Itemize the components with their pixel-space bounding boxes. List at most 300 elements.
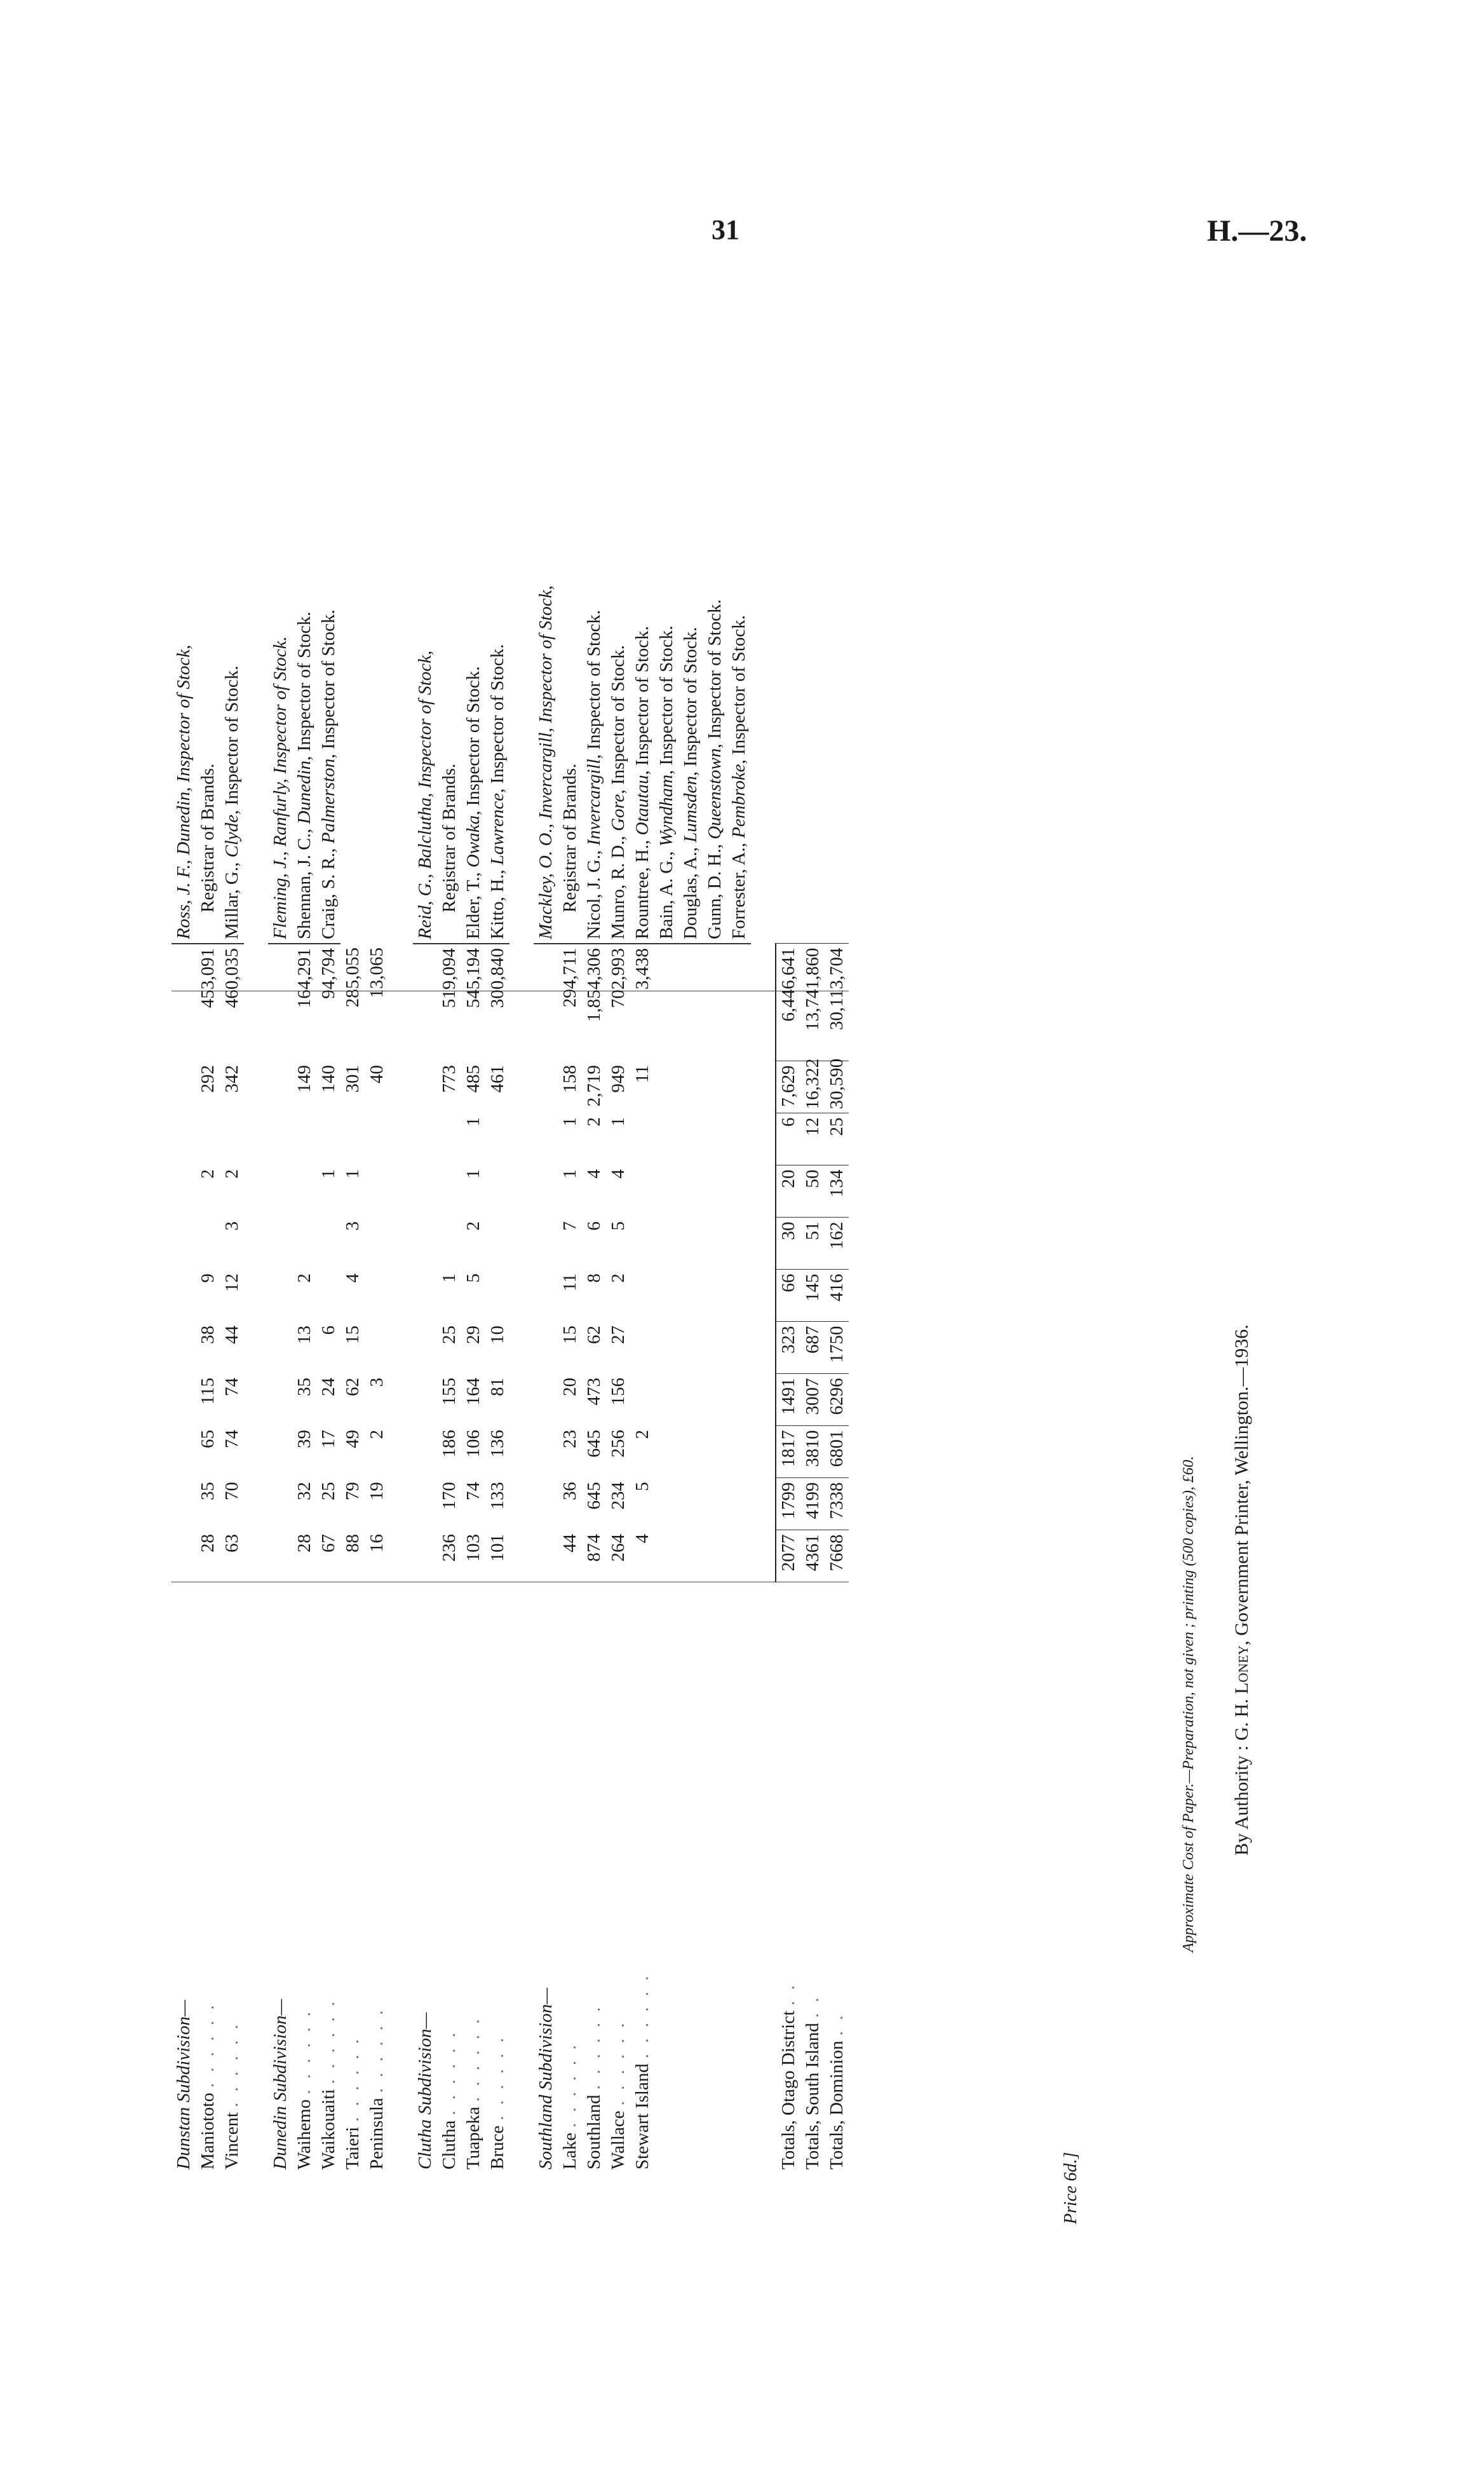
empty-cell — [172, 1165, 196, 1218]
county-name — [292, 1582, 316, 2173]
count-cell: 101 — [487, 1534, 508, 1562]
empty-cell — [172, 1530, 196, 1582]
empty-cell — [244, 1582, 268, 2173]
inspector-station: Wyndham — [656, 774, 677, 847]
count-cell: 38 — [198, 1326, 218, 1344]
total-count: 162 — [825, 1218, 849, 1270]
inspector-name: Mackley, O. O., — [536, 818, 556, 939]
total-count: 50 — [800, 1165, 825, 1218]
empty-cell — [534, 1113, 558, 1165]
sheep-count: 285,055 — [342, 947, 363, 1008]
count-cell: 236 — [439, 1534, 459, 1562]
total-count: 16,322 — [800, 1061, 825, 1113]
count-cell: 4 — [342, 1273, 363, 1283]
stock-owners-table — [172, 276, 849, 2173]
empty-cell — [244, 944, 268, 1061]
count-cell: 9 — [198, 1273, 218, 1283]
empty-cell — [389, 276, 413, 944]
count-cell: 63 — [222, 1534, 242, 1552]
leader-dots: . . . . . . — [367, 2007, 387, 2093]
inspector-name: Rountree, H., — [632, 835, 652, 939]
count-cell: 773 — [439, 1065, 459, 1093]
empty-cell — [509, 1530, 534, 1582]
count-cell: 1 — [463, 1169, 483, 1179]
county-name — [558, 1582, 582, 2173]
empty-cell — [413, 1530, 437, 1582]
total-count: 134 — [825, 1165, 849, 1218]
count-cell: 29 — [463, 1326, 483, 1344]
county-label: Waihemo — [294, 2099, 314, 2170]
sheep-count: 3,438 — [632, 948, 652, 990]
empty-cell — [678, 1113, 703, 1165]
empty-cell — [703, 1165, 727, 1218]
count-cell: 32 — [294, 1482, 314, 1500]
count-cell: 44 — [222, 1326, 242, 1344]
empty-cell — [703, 1530, 727, 1582]
empty-cell — [244, 1270, 268, 1322]
empty-cell — [244, 1530, 268, 1582]
count-cell: 2 — [608, 1273, 628, 1283]
empty-cell — [172, 1478, 196, 1530]
count-cell — [196, 1113, 220, 1165]
inspector-station: Gore — [608, 794, 628, 832]
leader-dots: . . — [826, 2012, 847, 2036]
count-cell: 6 — [584, 1221, 604, 1231]
count-cell: 136 — [487, 1430, 508, 1458]
count-cell: 292 — [198, 1065, 218, 1093]
empty-cell — [654, 1165, 678, 1218]
empty-cell — [509, 1374, 534, 1426]
empty-cell — [509, 1582, 534, 2173]
inspector-name: Reid, G., — [415, 869, 435, 939]
sheep-count: 13,065 — [367, 947, 387, 998]
leader-dots: . . . . . . — [560, 2042, 580, 2128]
total-count: 7,629 — [776, 1061, 800, 1113]
count-cell: 645 — [584, 1482, 604, 1510]
sheep-count: 294,711 — [560, 948, 580, 1008]
county-label: Peninsula — [367, 2098, 387, 2170]
empty-cell — [172, 1113, 196, 1165]
count-cell: 7 — [560, 1221, 580, 1231]
total-count: 4361 — [800, 1530, 825, 1582]
total-count: 1750 — [825, 1322, 849, 1374]
totals-row — [776, 276, 800, 2173]
empty-cell — [727, 1530, 751, 1582]
county-name — [341, 1582, 365, 2173]
county-row — [341, 276, 365, 2173]
leader-dots: . . . . . . — [294, 2008, 314, 2095]
empty-cell — [703, 1478, 727, 1530]
inspector-overflow-row — [727, 276, 751, 2173]
empty-cell — [509, 1218, 534, 1270]
leader-dots: . . . . . . — [439, 2029, 459, 2115]
empty-cell — [244, 276, 268, 944]
empty-cell — [751, 1061, 776, 1113]
empty-cell — [389, 1270, 413, 1322]
empty-cell — [678, 1165, 703, 1218]
empty-cell — [678, 1270, 703, 1322]
count-cell: 1 — [439, 1273, 459, 1283]
count-cell: 11 — [632, 1065, 652, 1083]
inspector-entry — [365, 276, 389, 944]
count-cell: 25 — [318, 1482, 339, 1500]
empty-cell — [244, 1426, 268, 1478]
county-row — [485, 276, 509, 2173]
count-cell: 44 — [560, 1534, 580, 1552]
inspector-overflow-row — [703, 276, 727, 2173]
paper-reference: H.—23. — [1207, 214, 1307, 248]
empty-cell — [509, 276, 534, 944]
count-cell: 3 — [367, 1378, 387, 1387]
count-cell: 27 — [608, 1326, 628, 1344]
cost-note: Approximate Cost of Paper.—Preparation, not given ; printing (500 copies), £60. — [1180, 1456, 1197, 1952]
empty-cell — [268, 1061, 292, 1113]
count-cell: 256 — [608, 1430, 628, 1458]
county-name — [606, 1582, 630, 2173]
total-count: 145 — [800, 1270, 825, 1322]
inspector-name: Registrar of Brands. — [560, 763, 580, 913]
empty-cell — [678, 1061, 703, 1113]
county-row — [316, 276, 341, 2173]
count-cell: 4 — [608, 1169, 628, 1179]
empty-cell — [389, 1165, 413, 1218]
empty-cell — [172, 1218, 196, 1270]
empty-cell — [825, 276, 849, 944]
empty-cell — [751, 1426, 776, 1478]
county-name — [630, 1582, 654, 2173]
empty-cell — [654, 1322, 678, 1374]
inspector-entry — [630, 276, 654, 944]
empty-cell — [534, 1218, 558, 1270]
inspector-entry — [606, 276, 630, 944]
empty-cell — [751, 1478, 776, 1530]
inspector-title: , Inspector of Stock. — [729, 615, 749, 764]
county-label: Vincent — [222, 2112, 242, 2170]
inspector-station: Otautau — [632, 775, 652, 836]
empty-cell — [678, 944, 703, 1061]
empty-cell — [172, 1322, 196, 1374]
inspector-station: Invercargill — [536, 732, 556, 819]
total-count: 20 — [776, 1165, 800, 1218]
empty-cell — [509, 1270, 534, 1322]
count-cell — [630, 1113, 654, 1165]
count-cell: 4 — [584, 1169, 604, 1179]
count-cell: 115 — [198, 1378, 218, 1405]
count-cell: 65 — [198, 1430, 218, 1448]
empty-cell — [534, 1478, 558, 1530]
count-cell — [220, 1113, 244, 1165]
inspector-station: Ranfurly — [270, 783, 290, 847]
count-cell: 12 — [222, 1273, 242, 1292]
county-row — [437, 276, 461, 2173]
total-count: 7668 — [825, 1530, 849, 1582]
count-cell: 155 — [439, 1378, 459, 1406]
count-cell: 5 — [632, 1482, 652, 1491]
empty-cell — [703, 1218, 727, 1270]
inspector-name: Millar, G., — [222, 857, 242, 939]
county-row — [196, 276, 220, 2173]
total-count: 323 — [776, 1322, 800, 1374]
empty-cell — [678, 1530, 703, 1582]
inspector-name: Bain, A. G., — [656, 846, 677, 939]
inspector-station: Balclutha — [415, 797, 435, 869]
count-cell: 106 — [463, 1430, 483, 1458]
count-cell — [485, 1270, 509, 1322]
inspector-title: , Inspector of Stock. — [222, 665, 242, 815]
county-label: Clutha — [439, 2120, 459, 2170]
totals-row — [800, 276, 825, 2173]
empty-cell — [678, 1426, 703, 1478]
total-count: 4199 — [800, 1478, 825, 1530]
empty-cell — [172, 1374, 196, 1426]
empty-cell — [389, 1218, 413, 1270]
count-cell — [196, 1218, 220, 1270]
count-cell — [630, 1374, 654, 1426]
count-cell: 1 — [463, 1117, 483, 1127]
empty-cell — [389, 1374, 413, 1426]
count-cell: 103 — [463, 1534, 483, 1562]
count-cell: 15 — [560, 1326, 580, 1344]
totals-label-text: Totals, Otago District — [778, 2010, 799, 2170]
total-count: 30,590 — [825, 1061, 849, 1113]
count-cell: 74 — [222, 1378, 242, 1396]
empty-cell — [413, 1374, 437, 1426]
empty-cell — [727, 1061, 751, 1113]
empty-cell — [703, 944, 727, 1061]
count-cell: 15 — [342, 1326, 363, 1344]
count-cell: 11 — [560, 1273, 580, 1291]
empty-cell — [654, 1426, 678, 1478]
empty-cell — [534, 1165, 558, 1218]
count-cell: 164 — [463, 1378, 483, 1406]
county-label: Waikouaiti — [318, 2089, 339, 2170]
county-label: Tuapeka — [463, 2107, 483, 2170]
inspector-entry — [558, 276, 582, 944]
county-label: Taieri — [342, 2126, 363, 2170]
empty-cell — [654, 1374, 678, 1426]
totals-label-text: Totals, South Island — [802, 2023, 823, 2170]
sheep-count: 519,094 — [439, 948, 459, 1008]
empty-cell — [389, 1582, 413, 2173]
leader-dots: . . — [778, 1982, 799, 2006]
empty-cell — [751, 1374, 776, 1426]
empty-cell — [244, 1165, 268, 1218]
inspector-entry — [461, 276, 485, 944]
count-cell: 23 — [560, 1430, 580, 1448]
leader-dots: . . . . . . — [342, 2036, 363, 2122]
count-cell: 10 — [487, 1326, 508, 1344]
total-count: 3007 — [800, 1374, 825, 1426]
inspector-title: , Inspector of Stock. — [318, 609, 339, 759]
count-cell: 67 — [318, 1534, 339, 1552]
inspector-name: Nicol, J. G., — [584, 845, 604, 939]
count-cell: 5 — [608, 1221, 628, 1231]
count-cell: 186 — [439, 1430, 459, 1458]
total-count: 66 — [776, 1270, 800, 1322]
empty-cell — [703, 1374, 727, 1426]
empty-cell — [413, 1218, 437, 1270]
empty-cell — [268, 1478, 292, 1530]
empty-cell — [389, 1061, 413, 1113]
inspector-name: Registrar of Brands. — [198, 763, 218, 913]
empty-cell — [703, 1322, 727, 1374]
count-cell: 6 — [318, 1326, 339, 1335]
total-count: 2077 — [776, 1530, 800, 1582]
empty-cell — [654, 944, 678, 1061]
empty-cell — [727, 1374, 751, 1426]
empty-cell — [389, 944, 413, 1061]
count-cell: 3 — [342, 1221, 363, 1231]
empty-cell — [727, 1426, 751, 1478]
inspector-station: Queenstown — [705, 748, 725, 839]
inspector-entry — [268, 276, 292, 944]
inspector-title: , Inspector of Stock. — [608, 645, 628, 794]
empty-cell — [509, 944, 534, 1061]
empty-cell — [172, 1270, 196, 1322]
empty-cell — [413, 944, 437, 1061]
empty-cell — [534, 1322, 558, 1374]
empty-cell — [413, 1270, 437, 1322]
inspector-title: , Inspector of Stock, — [415, 650, 435, 798]
county-label: Maniototo — [198, 2093, 218, 2170]
county-name — [196, 1582, 220, 2173]
count-cell — [292, 1113, 316, 1165]
empty-cell — [654, 1530, 678, 1582]
leader-dots: . . . . . . — [318, 1998, 339, 2084]
county-name — [461, 1582, 485, 2173]
total-count: 6 — [776, 1113, 800, 1165]
inspector-station: Invercargill — [584, 759, 604, 846]
count-cell: 40 — [367, 1065, 387, 1083]
inspector-overflow-row — [654, 276, 678, 2173]
inspector-name: Fleming, J., — [270, 846, 290, 939]
total-count: 6801 — [825, 1426, 849, 1478]
leader-dots: . . . . . . — [463, 2016, 483, 2102]
count-cell: 13 — [294, 1326, 314, 1344]
inspector-name: Ross, J. F., — [173, 855, 194, 939]
section-gap — [244, 276, 268, 2173]
empty-cell — [678, 1374, 703, 1426]
count-cell: 645 — [584, 1430, 604, 1458]
inspector-name: Kitto, H., — [487, 865, 508, 939]
empty-cell — [800, 276, 825, 944]
empty-cell — [244, 1322, 268, 1374]
totals-row — [825, 276, 849, 2173]
count-cell — [485, 1113, 509, 1165]
count-cell: 2 — [463, 1221, 483, 1231]
count-cell: 16 — [367, 1534, 387, 1552]
subdivision-heading: Dunstan Subdivision— — [173, 2000, 194, 2170]
empty-cell — [751, 1582, 776, 2173]
section-gap — [509, 276, 534, 2173]
empty-cell — [268, 1270, 292, 1322]
empty-cell — [268, 944, 292, 1061]
count-cell: 3 — [222, 1221, 242, 1231]
empty-cell — [678, 1322, 703, 1374]
count-cell: 2 — [632, 1430, 652, 1439]
empty-cell — [389, 1113, 413, 1165]
empty-cell — [751, 1322, 776, 1374]
empty-cell — [389, 1478, 413, 1530]
county-name — [220, 1582, 244, 2173]
total-count: 1491 — [776, 1374, 800, 1426]
totals-label-text: Totals, Dominion — [826, 2041, 847, 2170]
inspector-title: , Inspector of Stock. — [294, 611, 314, 761]
empty-cell — [244, 1061, 268, 1113]
count-cell: 5 — [463, 1273, 483, 1283]
empty-cell — [751, 944, 776, 1061]
count-cell: 36 — [560, 1482, 580, 1500]
inspector-title: , Inspector of Stock. — [632, 626, 652, 775]
leader-dots: . . — [802, 1994, 823, 2018]
total-count: 3810 — [800, 1426, 825, 1478]
count-cell: 20 — [560, 1378, 580, 1396]
subdivision-heading-row — [268, 276, 292, 2173]
empty-cell — [244, 1218, 268, 1270]
count-cell: 28 — [198, 1534, 218, 1552]
leader-dots: . . . . . . — [632, 1973, 652, 2059]
count-cell: 140 — [318, 1065, 339, 1093]
totals-label — [825, 1582, 849, 2173]
count-cell: 2 — [367, 1430, 387, 1439]
count-cell: 1 — [560, 1169, 580, 1179]
empty-cell — [244, 1113, 268, 1165]
count-cell — [365, 1322, 389, 1374]
inspector-overflow-row — [678, 276, 703, 2173]
section-gap — [751, 276, 776, 2173]
count-cell — [630, 1218, 654, 1270]
inspector-entry — [341, 276, 365, 944]
count-cell: 1 — [608, 1117, 628, 1127]
count-cell: 2 — [222, 1169, 242, 1179]
empty-cell — [509, 1061, 534, 1113]
totals-label — [776, 1582, 800, 2173]
count-cell — [365, 1218, 389, 1270]
inspector-entry — [654, 276, 678, 944]
empty-cell — [389, 1530, 413, 1582]
county-name — [485, 1582, 509, 2173]
subdivision-heading: Southland Subdivision— — [536, 1988, 556, 2170]
empty-cell — [654, 1061, 678, 1113]
inspector-entry — [316, 276, 341, 944]
county-label: Wallace — [608, 2110, 628, 2170]
count-cell — [630, 1165, 654, 1218]
empty-cell — [172, 1061, 196, 1113]
inspector-title: , Inspector of Stock, — [536, 585, 556, 733]
count-cell: 8 — [584, 1273, 604, 1283]
inspector-name: Forrester, A., — [729, 838, 749, 939]
total-count: 51 — [800, 1218, 825, 1270]
empty-cell — [534, 1061, 558, 1113]
empty-cell — [703, 1113, 727, 1165]
count-cell: 62 — [342, 1378, 363, 1396]
subdivision-heading: Clutha Subdivision— — [415, 2012, 435, 2170]
inspector-title: , Inspector of Stock. — [680, 627, 701, 777]
count-cell: 2 — [198, 1169, 218, 1179]
empty-cell — [172, 1426, 196, 1478]
county-name — [582, 1582, 606, 2173]
inspector-entry — [196, 276, 220, 944]
empty-cell — [678, 1582, 703, 2173]
count-cell — [437, 1113, 461, 1165]
subdivision-heading-row — [534, 276, 558, 2173]
count-cell — [365, 1113, 389, 1165]
count-cell: 74 — [222, 1430, 242, 1448]
empty-cell — [703, 1061, 727, 1113]
empty-cell — [268, 1165, 292, 1218]
count-cell: 461 — [487, 1065, 508, 1093]
empty-cell — [389, 1426, 413, 1478]
